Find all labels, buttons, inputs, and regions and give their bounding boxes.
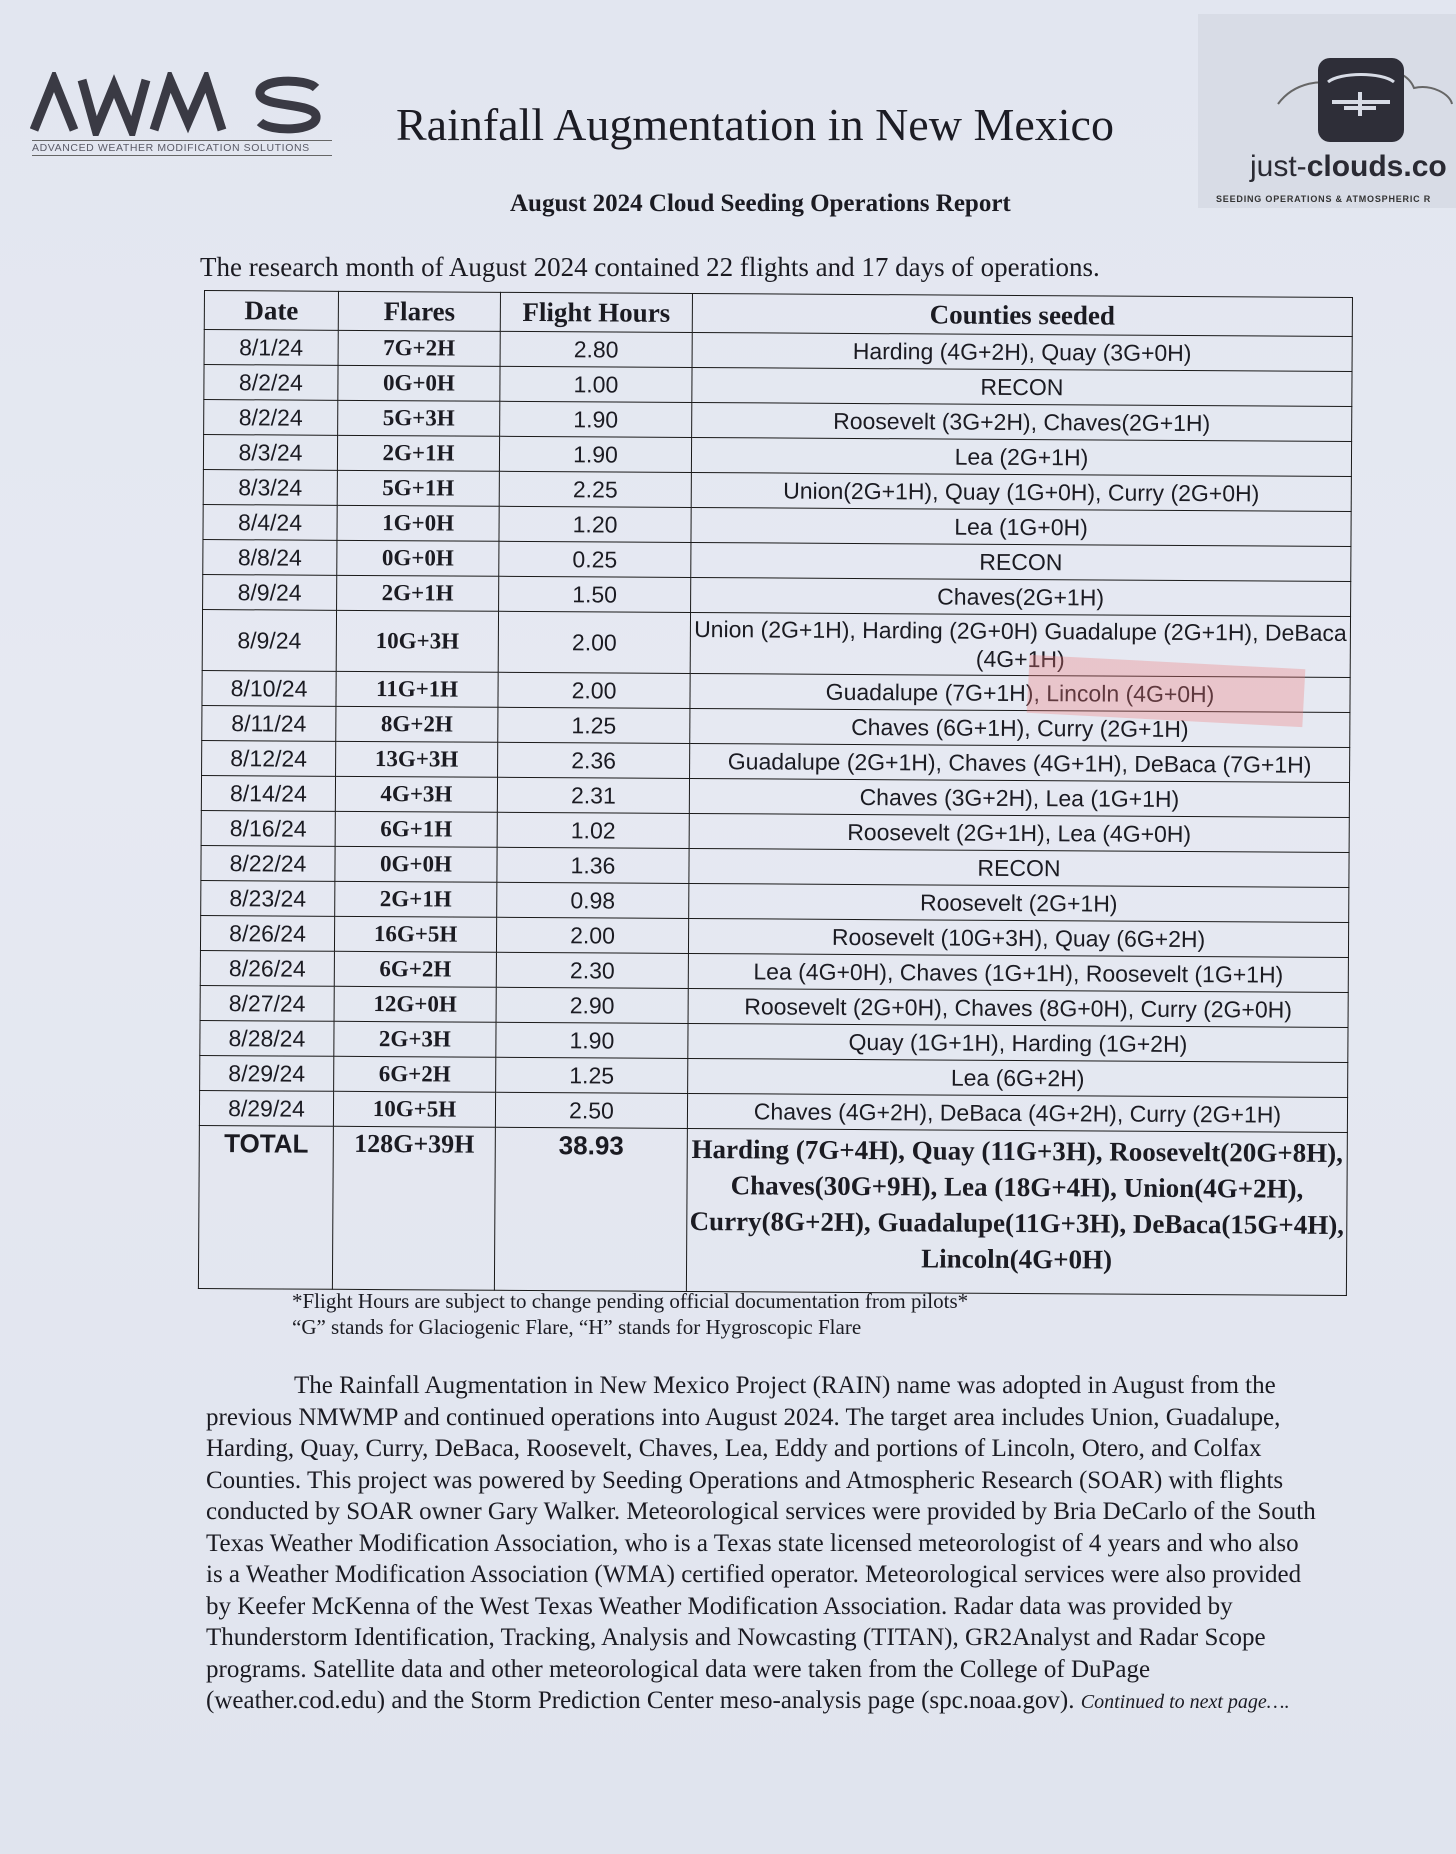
- intro-sentence: The research month of August 2024 contained 22 flights and 17 days of operations.: [200, 252, 1100, 282]
- body-paragraph-text: The Rainfall Augmentation in New Mexico Project (RAIN) name was adopted in August from the previous NMWMP and continued operations into August 2024. The target area includes Union, Guadalupe, Harding, Quay, Curry, DeBaca, Roosevelt, Chaves, Lea, Eddy and portions of Lincoln, Otero, and Colfax Counties. This project was powered by Seeding Operations and Atmospheric Research (SOAR) with flights conducted by SOAR owner Gary Walker. Meteorological services were provided by Bria DeCarlo of the South Texas Weather Modification Association, who is a Texas state licensed meteorologist of 4 years and who also is a Weather Modification Association (WMA) certified operator. Meteorological services were also provided by Keefer McKenna of the West Texas Weather Modification Association. Radar data was provided by Thunderstorm Identification, Tracking, Analysis and Nowcasting (TITAN), GR2Analyst and Radar Scope programs. Satellite data and other meteorological data were taken from the College of DuPage (weather.cod.edu) and the Storm Prediction Center meso-analysis page (spc.noaa.gov).: [206, 1372, 1316, 1714]
- total-cell-counties: Harding (7G+4H), Quay (11G+3H), Roosevelt(20G+8H), Chaves(30G+9H), Lea (18G+4H), Union(4G+2H), Curry(8G+2H), Guadalupe(11G+3H), DeBaca(15G+4H), Lincoln(4G+0H): [686, 1128, 1347, 1295]
- col-header-counties: Counties seeded: [692, 293, 1352, 336]
- brand-light-text: just-: [1250, 150, 1307, 183]
- cell-hours: 2.36: [498, 742, 690, 778]
- cell-hours: 2.00: [498, 611, 690, 673]
- brand-bold-text: clouds: [1306, 150, 1404, 183]
- cell-date: 8/11/24: [202, 705, 336, 741]
- cell-hours: 1.90: [500, 401, 692, 437]
- cell-hours: 1.02: [497, 812, 689, 848]
- cell-counties: Guadalupe (7G+1H), Lincoln (4G+0H): [690, 673, 1350, 712]
- cell-flares: 5G+3H: [338, 400, 500, 436]
- cell-flares: 0G+0H: [335, 846, 497, 882]
- just-clouds-tagline: SEEDING OPERATIONS & ATMOSPHERIC R: [1216, 194, 1432, 204]
- cell-hours: 2.30: [496, 952, 688, 988]
- cell-counties: Roosevelt (10G+3H), Quay (6G+2H): [688, 918, 1348, 957]
- cell-flares: 2G+1H: [335, 881, 497, 917]
- cell-counties: Chaves (3G+2H), Lea (1G+1H): [689, 778, 1349, 817]
- cell-hours: 2.00: [498, 672, 690, 708]
- cell-flares: 11G+1H: [336, 671, 498, 707]
- cell-date: 8/3/24: [203, 435, 337, 471]
- cell-flares: 8G+2H: [336, 706, 498, 742]
- note-flight-hours: *Flight Hours are subject to change pending official documentation from pilots*: [292, 1289, 969, 1313]
- cell-date: 8/9/24: [203, 574, 337, 610]
- cell-flares: 1G+0H: [337, 505, 499, 541]
- continued-note: Continued to next page….: [1080, 1691, 1290, 1713]
- cell-hours: 1.36: [497, 847, 689, 883]
- cell-flares: 6G+2H: [334, 951, 496, 987]
- cell-counties: RECON: [691, 542, 1351, 581]
- table-total-row: [198, 1125, 1347, 1295]
- cell-hours: 1.00: [500, 366, 692, 402]
- cell-flares: 2G+1H: [337, 575, 499, 611]
- cell-counties: Chaves (4G+2H), DeBaca (4G+2H), Curry (2G+1H): [687, 1093, 1347, 1132]
- cell-counties: Lea (2G+1H): [691, 437, 1351, 476]
- cell-date: 8/16/24: [201, 810, 335, 846]
- report-subtitle: August 2024 Cloud Seeding Operations Report: [510, 190, 1011, 217]
- cell-date: 8/12/24: [202, 740, 336, 776]
- cell-date: 8/23/24: [201, 880, 335, 916]
- brand-suffix-text: .co: [1403, 150, 1447, 183]
- cell-date: 8/4/24: [203, 504, 337, 540]
- total-cell-hours: 38.93: [494, 1127, 687, 1291]
- just-clouds-logo: [1198, 14, 1456, 208]
- cell-hours: 1.20: [499, 506, 691, 542]
- cell-counties: Roosevelt (2G+1H), Lea (4G+0H): [689, 813, 1349, 852]
- cell-hours: 2.90: [496, 987, 688, 1023]
- cell-date: 8/22/24: [201, 845, 335, 881]
- col-header-date: Date: [204, 291, 338, 331]
- cell-flares: 16G+5H: [334, 916, 496, 952]
- cell-counties: RECON: [689, 848, 1349, 887]
- cell-counties: Chaves (6G+1H), Curry (2G+1H): [690, 708, 1350, 747]
- cell-date: 8/9/24: [202, 609, 336, 671]
- cell-flares: 10G+5H: [333, 1091, 495, 1127]
- cell-flares: 6G+1H: [335, 811, 497, 847]
- cell-counties: Guadalupe (2G+1H), Chaves (4G+1H), DeBaca (7G+1H): [690, 743, 1350, 782]
- awms-tagline: ADVANCED WEATHER MODIFICATION SOLUTIONS: [32, 140, 332, 156]
- cell-date: 8/10/24: [202, 670, 336, 706]
- cell-date: 8/29/24: [199, 1090, 333, 1126]
- total-cell-label: TOTAL: [198, 1125, 333, 1289]
- cell-date: 8/8/24: [203, 539, 337, 575]
- cell-flares: 2G+1H: [337, 435, 499, 471]
- cell-hours: 2.31: [497, 777, 689, 813]
- page-title: Rainfall Augmentation in New Mexico: [396, 99, 1114, 150]
- cell-hours: 1.25: [498, 707, 690, 743]
- cell-date: 8/3/24: [203, 469, 337, 505]
- cell-flares: 4G+3H: [335, 776, 497, 812]
- cell-flares: 5G+1H: [337, 470, 499, 506]
- note-flare-legend: “G” stands for Glaciogenic Flare, “H” stands for Hygroscopic Flare: [292, 1315, 862, 1339]
- cell-counties: Roosevelt (2G+1H): [689, 883, 1349, 922]
- body-paragraph: [206, 1370, 1318, 1719]
- cell-hours: 2.00: [496, 917, 688, 953]
- cell-flares: 12G+0H: [334, 986, 496, 1022]
- cell-hours: 2.25: [499, 471, 691, 507]
- cell-hours: 2.80: [500, 331, 692, 367]
- cell-date: 8/26/24: [200, 915, 334, 951]
- table-notes: [292, 1288, 968, 1340]
- cell-hours: 2.50: [495, 1092, 687, 1128]
- cell-counties: Union(2G+1H), Quay (1G+0H), Curry (2G+0H): [691, 472, 1351, 511]
- cell-counties: Quay (1G+1H), Harding (1G+2H): [688, 1023, 1348, 1062]
- cell-hours: 1.50: [499, 576, 691, 612]
- cell-date: 8/29/24: [200, 1055, 334, 1091]
- just-clouds-brand: [1250, 150, 1447, 184]
- cell-hours: 1.25: [496, 1057, 688, 1093]
- cell-flares: 2G+3H: [334, 1021, 496, 1057]
- operations-table: [198, 290, 1353, 1296]
- awms-logo: [30, 72, 340, 162]
- cell-counties: Lea (4G+0H), Chaves (1G+1H), Roosevelt (1G+1H): [688, 953, 1348, 992]
- cell-counties: Chaves(2G+1H): [691, 577, 1351, 616]
- cell-counties: Roosevelt (3G+2H), Chaves(2G+1H): [692, 402, 1352, 441]
- cell-hours: 0.25: [499, 541, 691, 577]
- cell-hours: 0.98: [497, 882, 689, 918]
- cell-counties: Roosevelt (2G+0H), Chaves (8G+0H), Curry (2G+0H): [688, 988, 1348, 1027]
- cell-counties: Harding (4G+2H), Quay (3G+0H): [692, 332, 1352, 371]
- cell-hours: 1.90: [499, 436, 691, 472]
- cell-date: 8/28/24: [200, 1020, 334, 1056]
- cloud-plane-icon: [1274, 42, 1454, 142]
- awms-wordmark-icon: [30, 72, 330, 136]
- cell-flares: 13G+3H: [336, 741, 498, 777]
- cell-hours: 1.90: [496, 1022, 688, 1058]
- col-header-flares: Flares: [338, 291, 500, 331]
- cell-date: 8/14/24: [201, 775, 335, 811]
- cell-flares: 0G+0H: [337, 540, 499, 576]
- cell-counties: Union (2G+1H), Harding (2G+0H) Guadalupe (2G+1H), DeBaca (4G+1H): [690, 612, 1350, 677]
- cell-flares: 7G+2H: [338, 330, 500, 366]
- cell-flares: 10G+3H: [336, 610, 498, 672]
- total-cell-flares: 128G+39H: [332, 1126, 495, 1290]
- cell-flares: 0G+0H: [338, 365, 500, 401]
- cell-counties: Lea (1G+0H): [691, 507, 1351, 546]
- cell-date: 8/27/24: [200, 985, 334, 1021]
- table-body: [198, 330, 1352, 1296]
- cell-counties: Lea (6G+2H): [688, 1058, 1348, 1097]
- cell-date: 8/1/24: [204, 330, 338, 366]
- cell-date: 8/2/24: [204, 400, 338, 436]
- cell-flares: 6G+2H: [334, 1056, 496, 1092]
- col-header-flight-hours: Flight Hours: [500, 292, 692, 332]
- cell-date: 8/2/24: [204, 365, 338, 401]
- cell-date: 8/26/24: [200, 950, 334, 986]
- cell-counties: RECON: [692, 367, 1352, 406]
